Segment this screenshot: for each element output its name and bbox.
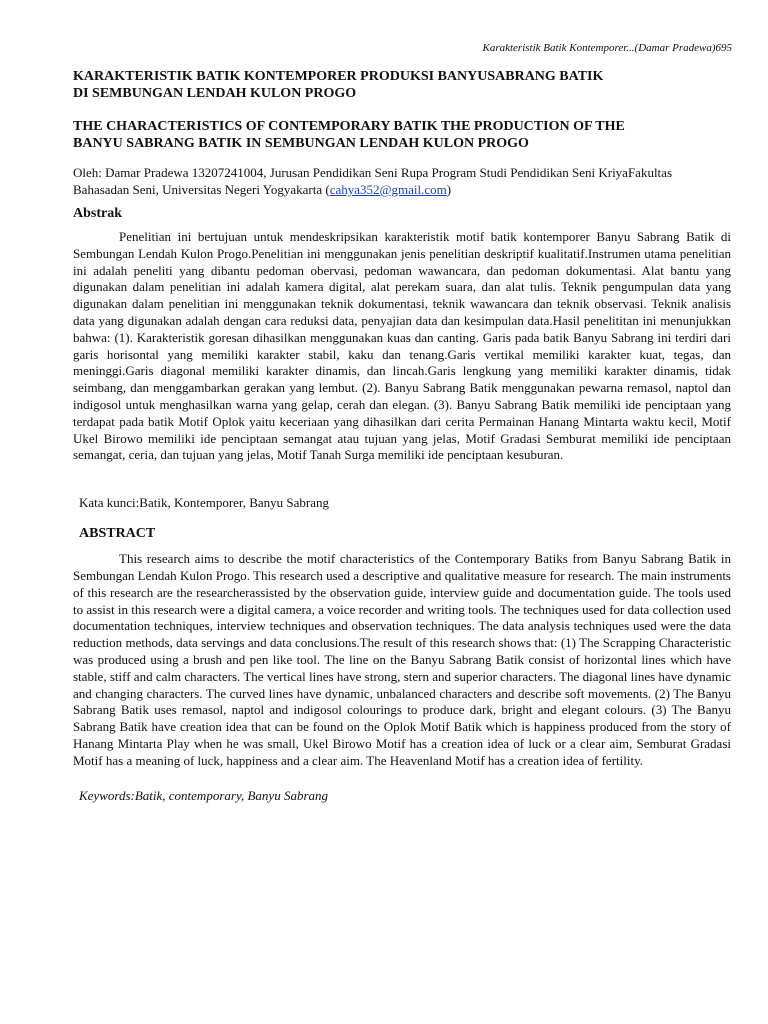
keywords-english: Keywords:Batik, contemporary, Banyu Sabrang	[79, 787, 329, 803]
title-indonesian-line-2: DI SEMBUNGAN LENDAH KULON PROGO	[73, 86, 357, 101]
title-english-line-2: BANYU SABRANG BATIK IN SEMBUNGAN LENDAH KULON PROGO	[73, 136, 529, 151]
author-info	[73, 164, 731, 198]
author-email-link[interactable]: cahya352@gmail.com	[329, 182, 447, 197]
title-english	[73, 118, 731, 152]
page-number: 695	[715, 42, 732, 54]
author-close-paren: )	[446, 182, 452, 197]
running-header	[380, 41, 732, 55]
running-title: Karakteristik Batik Kontemporer...(Damar Pradewa)	[482, 42, 716, 54]
article-content	[73, 68, 731, 804]
abstract-heading: ABSTRACT	[79, 526, 156, 542]
abstrak-heading: Abstrak	[73, 206, 123, 221]
title-indonesian	[73, 68, 731, 102]
abstrak-body: Penelitian ini bertujuan untuk mendeskripsikan karakteristik motif batik kontemporer Banyu Sabrang Batik di Sembungan Lendah Kulon Progo.Penelitian ini menggunakan jenis penelitian deskriptif kualitatif.Instrumen utama penelitian ini adalah peneliti yang dibantu pedoman obervasi, pedoman wawancara, dan pedoman dokumentasi. Alat bantu yang digunakan dalam penelitian ini adalah kamera digital, alat perekam suara, dan alat tulis. Teknik pengumpulan data yang digunakan dalam penelitian ini menggunakan teknik dokumentasi, teknik wawancara dan teknik observasi. Teknik analisis data yang digunakan adalah dengan cara reduksi data, penyajian data dan kesimpulan data.Hasil penelititan ini menunjukkan bahwa: (1). Karakteristik goresan dihasilkan menggunakan kuas dan canting. Garis pada batik Banyu Sabrang ini terdiri dari garis horisontal yang memiliki karakter stabil, kaku dan tenang.Garis vertikal memiliki karakter kuat, tegas, dan meninggi.Garis diagonal memiliki karakter dinamis, dan lincah.Garis lengkung yang memiliki karakter dinamis, tidak seimbang, dan menggambarkan gerakan yang lembut. (2). Banyu Sabrang Batik menggunakan pewarna remasol, naptol dan indigosol untuk menghasilkan warna yang gelap, cerah dan elegan. (3). Banyu Sabrang Batik memiliki ide penciptaan yang terdapat pada batik Motif Oplok yaitu keceriaan yang dihasilkan dari cerita Permainan Hanang Mintarta waktu kecil, Motif Ukel Birowo memiliki ide penciptaan semangat atau tujuan yang jelas, Motif Gradasi Semburat memiliki ide penciptaan semangat, ceria, dan tujuan yang jelas, Motif Tanah Surga memiliki ide penciptaan kesuburan.	[73, 229, 731, 463]
author-text: Oleh: Damar Pradewa 13207241004, Jurusan Pendidikan Seni Rupa Program Studi Pendidikan Seni KriyaFakultas Bahasadan Seni, Universitas Negeri Yogyakarta (	[73, 165, 673, 197]
title-english-line-1: THE CHARACTERISTICS OF CONTEMPORARY BATIK THE PRODUCTION OF THE	[73, 119, 625, 134]
abstract-body: This research aims to describe the motif characteristics of the Contemporary Batiks from Banyu Sabrang Batik in Sembungan Lendah Kulon Progo. This research used a descriptive and qualitative measure for research. The main instruments of this research are the researcherassisted by the observation guide, interview guide and documentation guide. The tools used to assist in this research were a digital camera, a voice recorder and writing tools. The techniques used for data collection used documentation techniques, interview techniques and observation techniques. The data analysis techniques used were the data reduction methods, data servings and data conclusions.The result of this research shows that: (1) The Scrapping Characteristic was produced using a brush and pen like tool. The line on the Banyu Sabrang Batik consist of horizontal lines which have stable, stiff and calm characters. The vertical lines have strong, stern and superior characters. The diagonal lines have dynamic and changing characters. The curved lines have dynamic, unbalanced characters and describe soft movements. (2) The Banyu Sabrang Batik uses remasol, naptol and indigosol colourings to produce dark, bright and elegant colours. (3) The Banyu Sabrang Batik have creation idea that can be found on the Oplok Motif Batik which is happiness produced from the story of Hanang Mintarta Play when he was small, Ukel Birowo Motif has a creation idea of luck or a clear aim, Semburat Gradasi Motif has a meaning of luck, happiness and a clear aim. The Heavenland Motif has a creation idea of fertility.	[73, 551, 731, 768]
kata-kunci: Kata kunci:Batik, Kontemporer, Banyu Sabrang	[79, 495, 330, 511]
title-indonesian-line-1: KARAKTERISTIK BATIK KONTEMPORER PRODUKSI BANYUSABRANG BATIK	[73, 69, 604, 84]
